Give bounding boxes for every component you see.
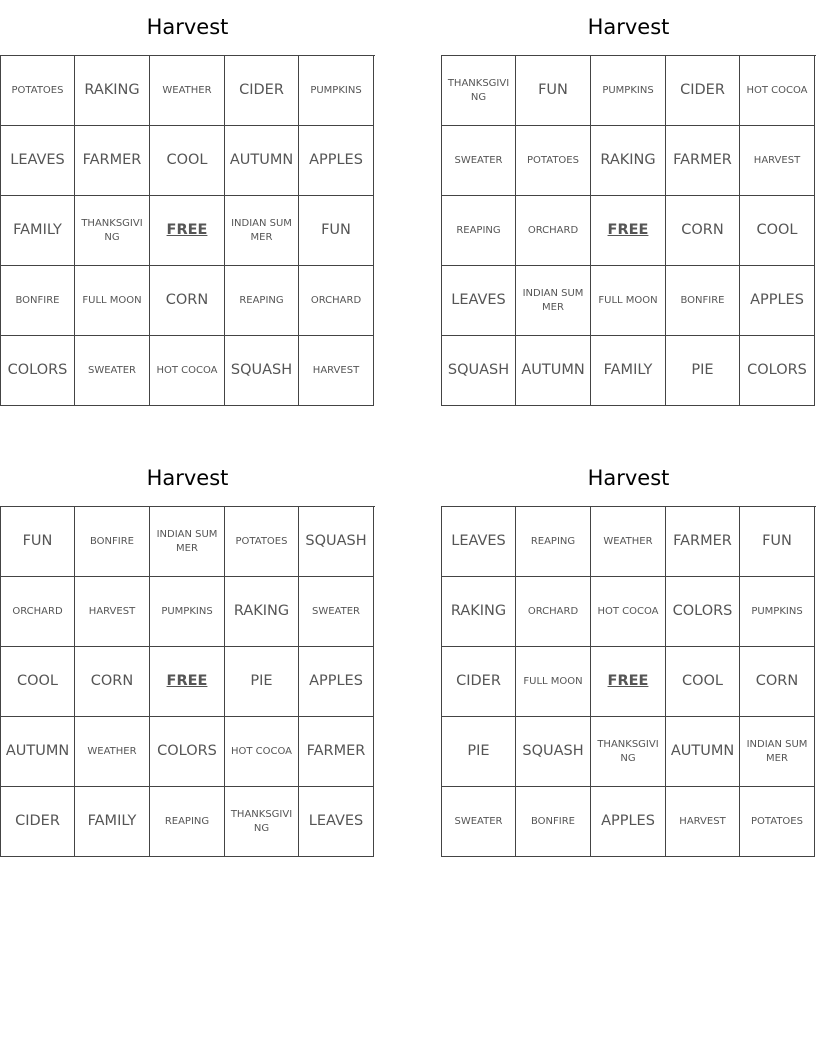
bingo-grid [0,506,375,857]
bingo-cell: COOL [666,647,740,717]
bingo-cell: ORCHARD [299,266,374,336]
bingo-cell: FULL MOON [75,266,150,336]
bingo-cell: REAPING [516,507,591,577]
bingo-cell: POTATOES [225,507,299,577]
bingo-cell: INDIAN SUMMER [516,266,591,336]
bingo-cell: THANKSGIVING [75,196,150,266]
free-space-cell: FREE [150,647,225,717]
bingo-cell: SWEATER [442,787,516,857]
bingo-cell: COOL [150,126,225,196]
bingo-cell: PUMPKINS [150,577,225,647]
bingo-cell: RAKING [442,577,516,647]
bingo-cell: AUTUMN [516,336,591,406]
bingo-cell: LEAVES [442,507,516,577]
bingo-cell: RAKING [75,56,150,126]
bingo-cell: CIDER [442,647,516,717]
bingo-cell: AUTUMN [225,126,299,196]
free-space-cell: FREE [591,647,666,717]
bingo-cell: WEATHER [150,56,225,126]
bingo-cell: FARMER [666,507,740,577]
card-title: Harvest [587,15,670,39]
bingo-cell: INDIAN SUMMER [225,196,299,266]
bingo-cell: LEAVES [1,126,75,196]
bingo-cell: SQUASH [516,717,591,787]
bingo-cell: BONFIRE [1,266,75,336]
bingo-cell: CIDER [666,56,740,126]
bingo-cell: LEAVES [442,266,516,336]
bingo-cell: BONFIRE [75,507,150,577]
bingo-cell: INDIAN SUMMER [150,507,225,577]
bingo-cell: HOT COCOA [591,577,666,647]
bingo-grid [441,506,816,857]
bingo-cell: REAPING [442,196,516,266]
bingo-cell: FAMILY [1,196,75,266]
bingo-cell: PIE [666,336,740,406]
bingo-cell: COLORS [1,336,75,406]
bingo-cell: THANKSGIVING [442,56,516,126]
bingo-cell: ORCHARD [516,196,591,266]
bingo-cell: FULL MOON [516,647,591,717]
bingo-cell: FAMILY [591,336,666,406]
bingo-cell: PUMPKINS [299,56,374,126]
free-space-cell: FREE [591,196,666,266]
bingo-cell: POTATOES [516,126,591,196]
bingo-cell: FUN [740,507,815,577]
card-title: Harvest [587,466,670,490]
bingo-cell: CORN [666,196,740,266]
bingo-cell: BONFIRE [666,266,740,336]
bingo-cell: COOL [1,647,75,717]
bingo-cell: COLORS [666,577,740,647]
card-title: Harvest [146,466,229,490]
bingo-cell: HARVEST [666,787,740,857]
bingo-cell: FUN [516,56,591,126]
bingo-cell: SQUASH [225,336,299,406]
bingo-cell: HOT COCOA [740,56,815,126]
bingo-cell: SWEATER [75,336,150,406]
bingo-cell: SWEATER [299,577,374,647]
bingo-cell: FARMER [299,717,374,787]
bingo-cell: FARMER [75,126,150,196]
bingo-cell: RAKING [591,126,666,196]
bingo-cell: APPLES [740,266,815,336]
bingo-grid [0,55,375,406]
bingo-cell: APPLES [591,787,666,857]
free-space-cell: FREE [150,196,225,266]
bingo-cell: HARVEST [75,577,150,647]
bingo-cell: PIE [442,717,516,787]
bingo-cell: HOT COCOA [225,717,299,787]
bingo-cell: PUMPKINS [591,56,666,126]
bingo-cell: CORN [740,647,815,717]
bingo-cell: WEATHER [75,717,150,787]
bingo-cell: HARVEST [740,126,815,196]
bingo-cell: APPLES [299,647,374,717]
bingo-cell: COOL [740,196,815,266]
bingo-cell: COLORS [150,717,225,787]
bingo-cell: HOT COCOA [150,336,225,406]
bingo-cell: REAPING [150,787,225,857]
bingo-cell: INDIAN SUMMER [740,717,815,787]
bingo-cell: THANKSGIVING [225,787,299,857]
bingo-cell: WEATHER [591,507,666,577]
bingo-cell: HARVEST [299,336,374,406]
bingo-cell: FARMER [666,126,740,196]
bingo-cell: COLORS [740,336,815,406]
bingo-cell: ORCHARD [516,577,591,647]
bingo-cell: PIE [225,647,299,717]
bingo-cell: THANKSGIVING [591,717,666,787]
bingo-cell: LEAVES [299,787,374,857]
bingo-cell: AUTUMN [1,717,75,787]
bingo-grid [441,55,816,406]
card-title: Harvest [146,15,229,39]
bingo-cell: FUN [1,507,75,577]
bingo-cell: RAKING [225,577,299,647]
bingo-cell: APPLES [299,126,374,196]
bingo-cell: POTATOES [740,787,815,857]
bingo-cell: SWEATER [442,126,516,196]
bingo-cell: SQUASH [299,507,374,577]
bingo-cell: AUTUMN [666,717,740,787]
bingo-cell: CIDER [225,56,299,126]
bingo-cell: FULL MOON [591,266,666,336]
bingo-cell: FAMILY [75,787,150,857]
bingo-cell: BONFIRE [516,787,591,857]
bingo-cell: FUN [299,196,374,266]
bingo-cell: PUMPKINS [740,577,815,647]
bingo-cell: REAPING [225,266,299,336]
bingo-cell: CORN [75,647,150,717]
bingo-cell: CORN [150,266,225,336]
bingo-cell: SQUASH [442,336,516,406]
bingo-cell: POTATOES [1,56,75,126]
bingo-cell: ORCHARD [1,577,75,647]
bingo-cell: CIDER [1,787,75,857]
